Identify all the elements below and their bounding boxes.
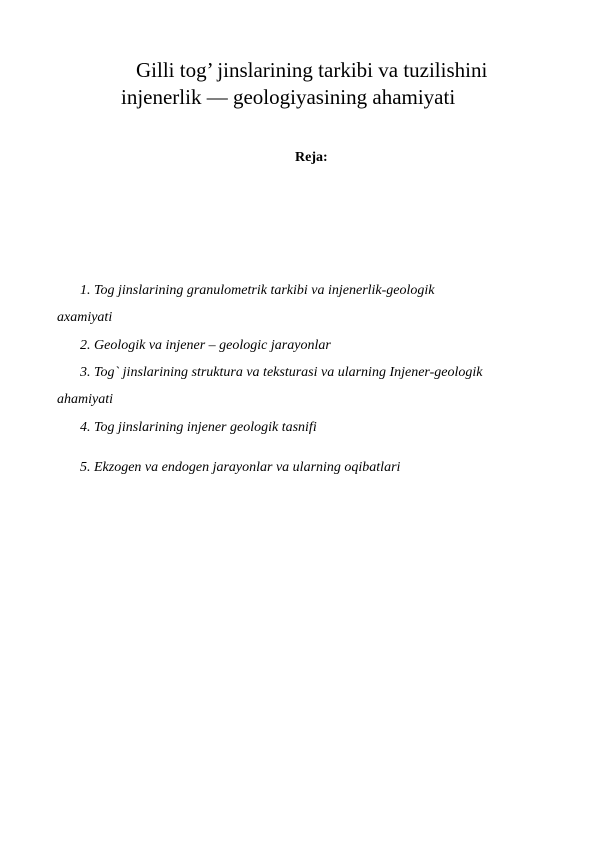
plan-item-1: 1. Tog jinslarining granulometrik tarkibi va injenerlik-geologik	[80, 283, 435, 298]
plan-item-2: 2. Geologik va injener – geologic jarayonlar	[80, 338, 331, 353]
plan-item-1-continuation: axamiyati	[57, 310, 113, 325]
document-title-line-2: injenerlik — geologiyasining ahamiyati	[121, 85, 456, 109]
plan-item-3-continuation: ahamiyati	[57, 392, 113, 407]
plan-item-5: 5. Ekzogen va endogen jarayonlar va ularning oqibatlari	[80, 460, 401, 475]
plan-heading: Reja:	[295, 150, 328, 165]
plan-item-4: 4. Tog jinslarining injener geologik tasnifi	[80, 420, 317, 435]
plan-item-3: 3. Tog` jinslarining struktura va teksturasi va ularning Injener-geologik	[80, 365, 483, 380]
document-title-line-1: Gilli tog’ jinslarining tarkibi va tuzilishini	[136, 58, 488, 82]
